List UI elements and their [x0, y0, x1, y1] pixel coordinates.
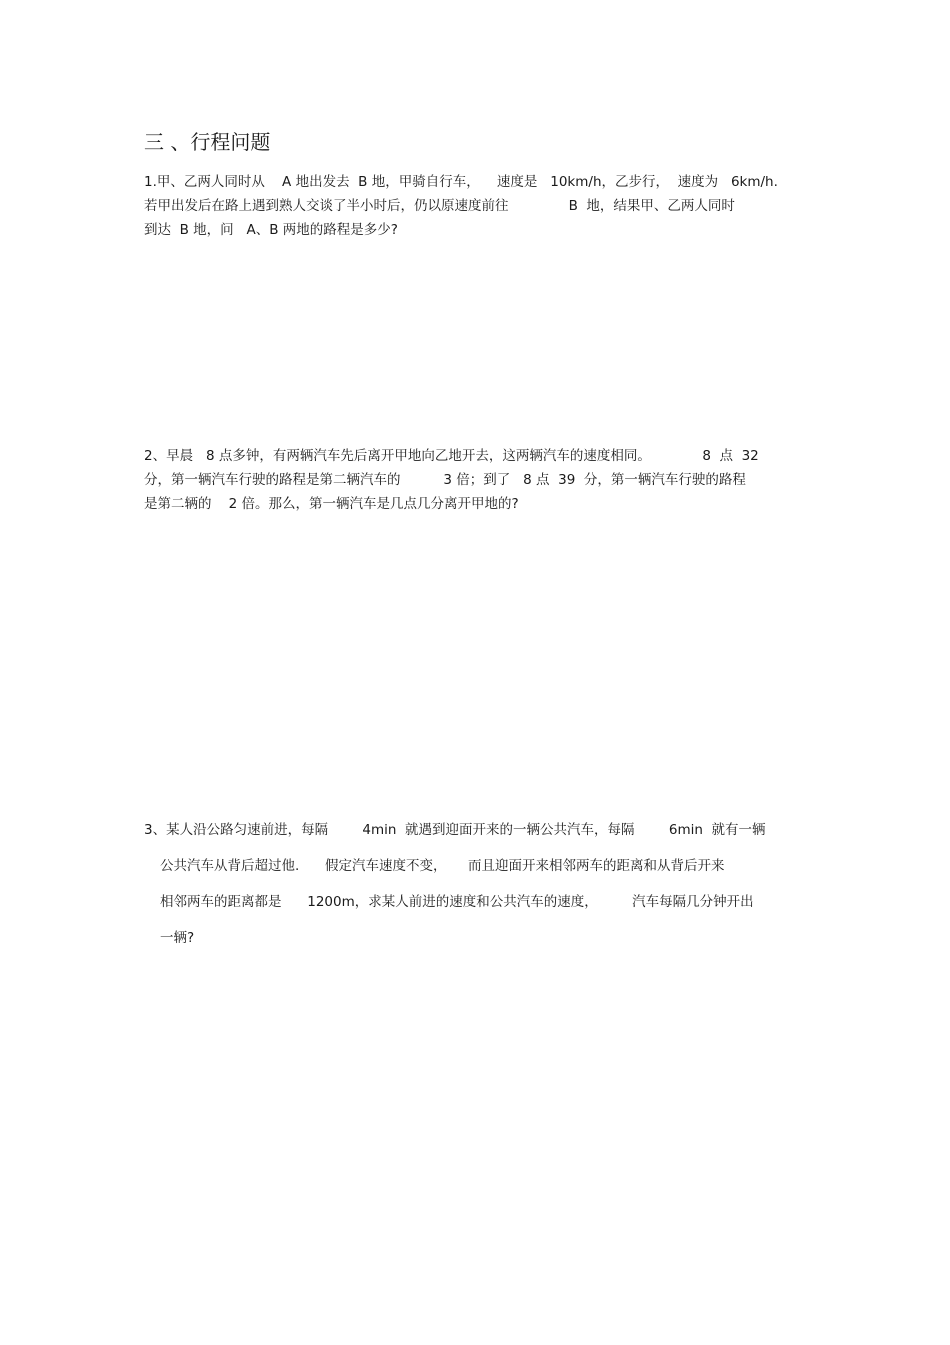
problem-2-line-2: 分，第一辆汽车行驶的路程是第二辆汽车的 3 倍；到了 8 点 39 分，第一辆汽车行驶的路程 [144, 472, 746, 488]
section-title: 三 、行程问题 [144, 130, 271, 154]
problem-2-line-1: 2、早晨 8 点多钟，有两辆汽车先后离开甲地向乙地开去，这两辆汽车的速度相同。 8 点 32 [144, 448, 759, 464]
problem-1-line-2: 若甲出发后在路上遇到熟人交谈了半小时后，仍以原速度前往 B 地，结果甲、乙两人同时 [144, 198, 735, 214]
problem-3 [144, 812, 766, 956]
problem-1-line-3: 到达 B 地，问 A、B 两地的路程是多少? [144, 222, 398, 238]
problem-1-line-1: 1.甲、乙两人同时从 A 地出发去 B 地，甲骑自行车， 速度是 10km/h，乙步行， 速度为 6km/h. [144, 174, 778, 190]
problem-2 [144, 444, 759, 516]
problem-3-line-2: 公共汽车从背后超过他. 假定汽车速度不变， 而且迎面开来相邻两车的距离和从背后开来 [160, 858, 725, 874]
problem-3-line-4: 一辆? [160, 930, 195, 946]
problem-3-line-3: 相邻两车的距离都是 1200m，求某人前进的速度和公共汽车的速度， 汽车每隔几分钟开出 [160, 894, 754, 910]
problem-1 [144, 170, 778, 242]
problem-2-line-3: 是第二辆的 2 倍。那么，第一辆汽车是几点几分离开甲地的? [144, 496, 519, 512]
problem-3-line-1: 3、某人沿公路匀速前进，每隔 4min 就遇到迎面开来的一辆公共汽车，每隔 6min 就有一辆 [144, 822, 766, 838]
